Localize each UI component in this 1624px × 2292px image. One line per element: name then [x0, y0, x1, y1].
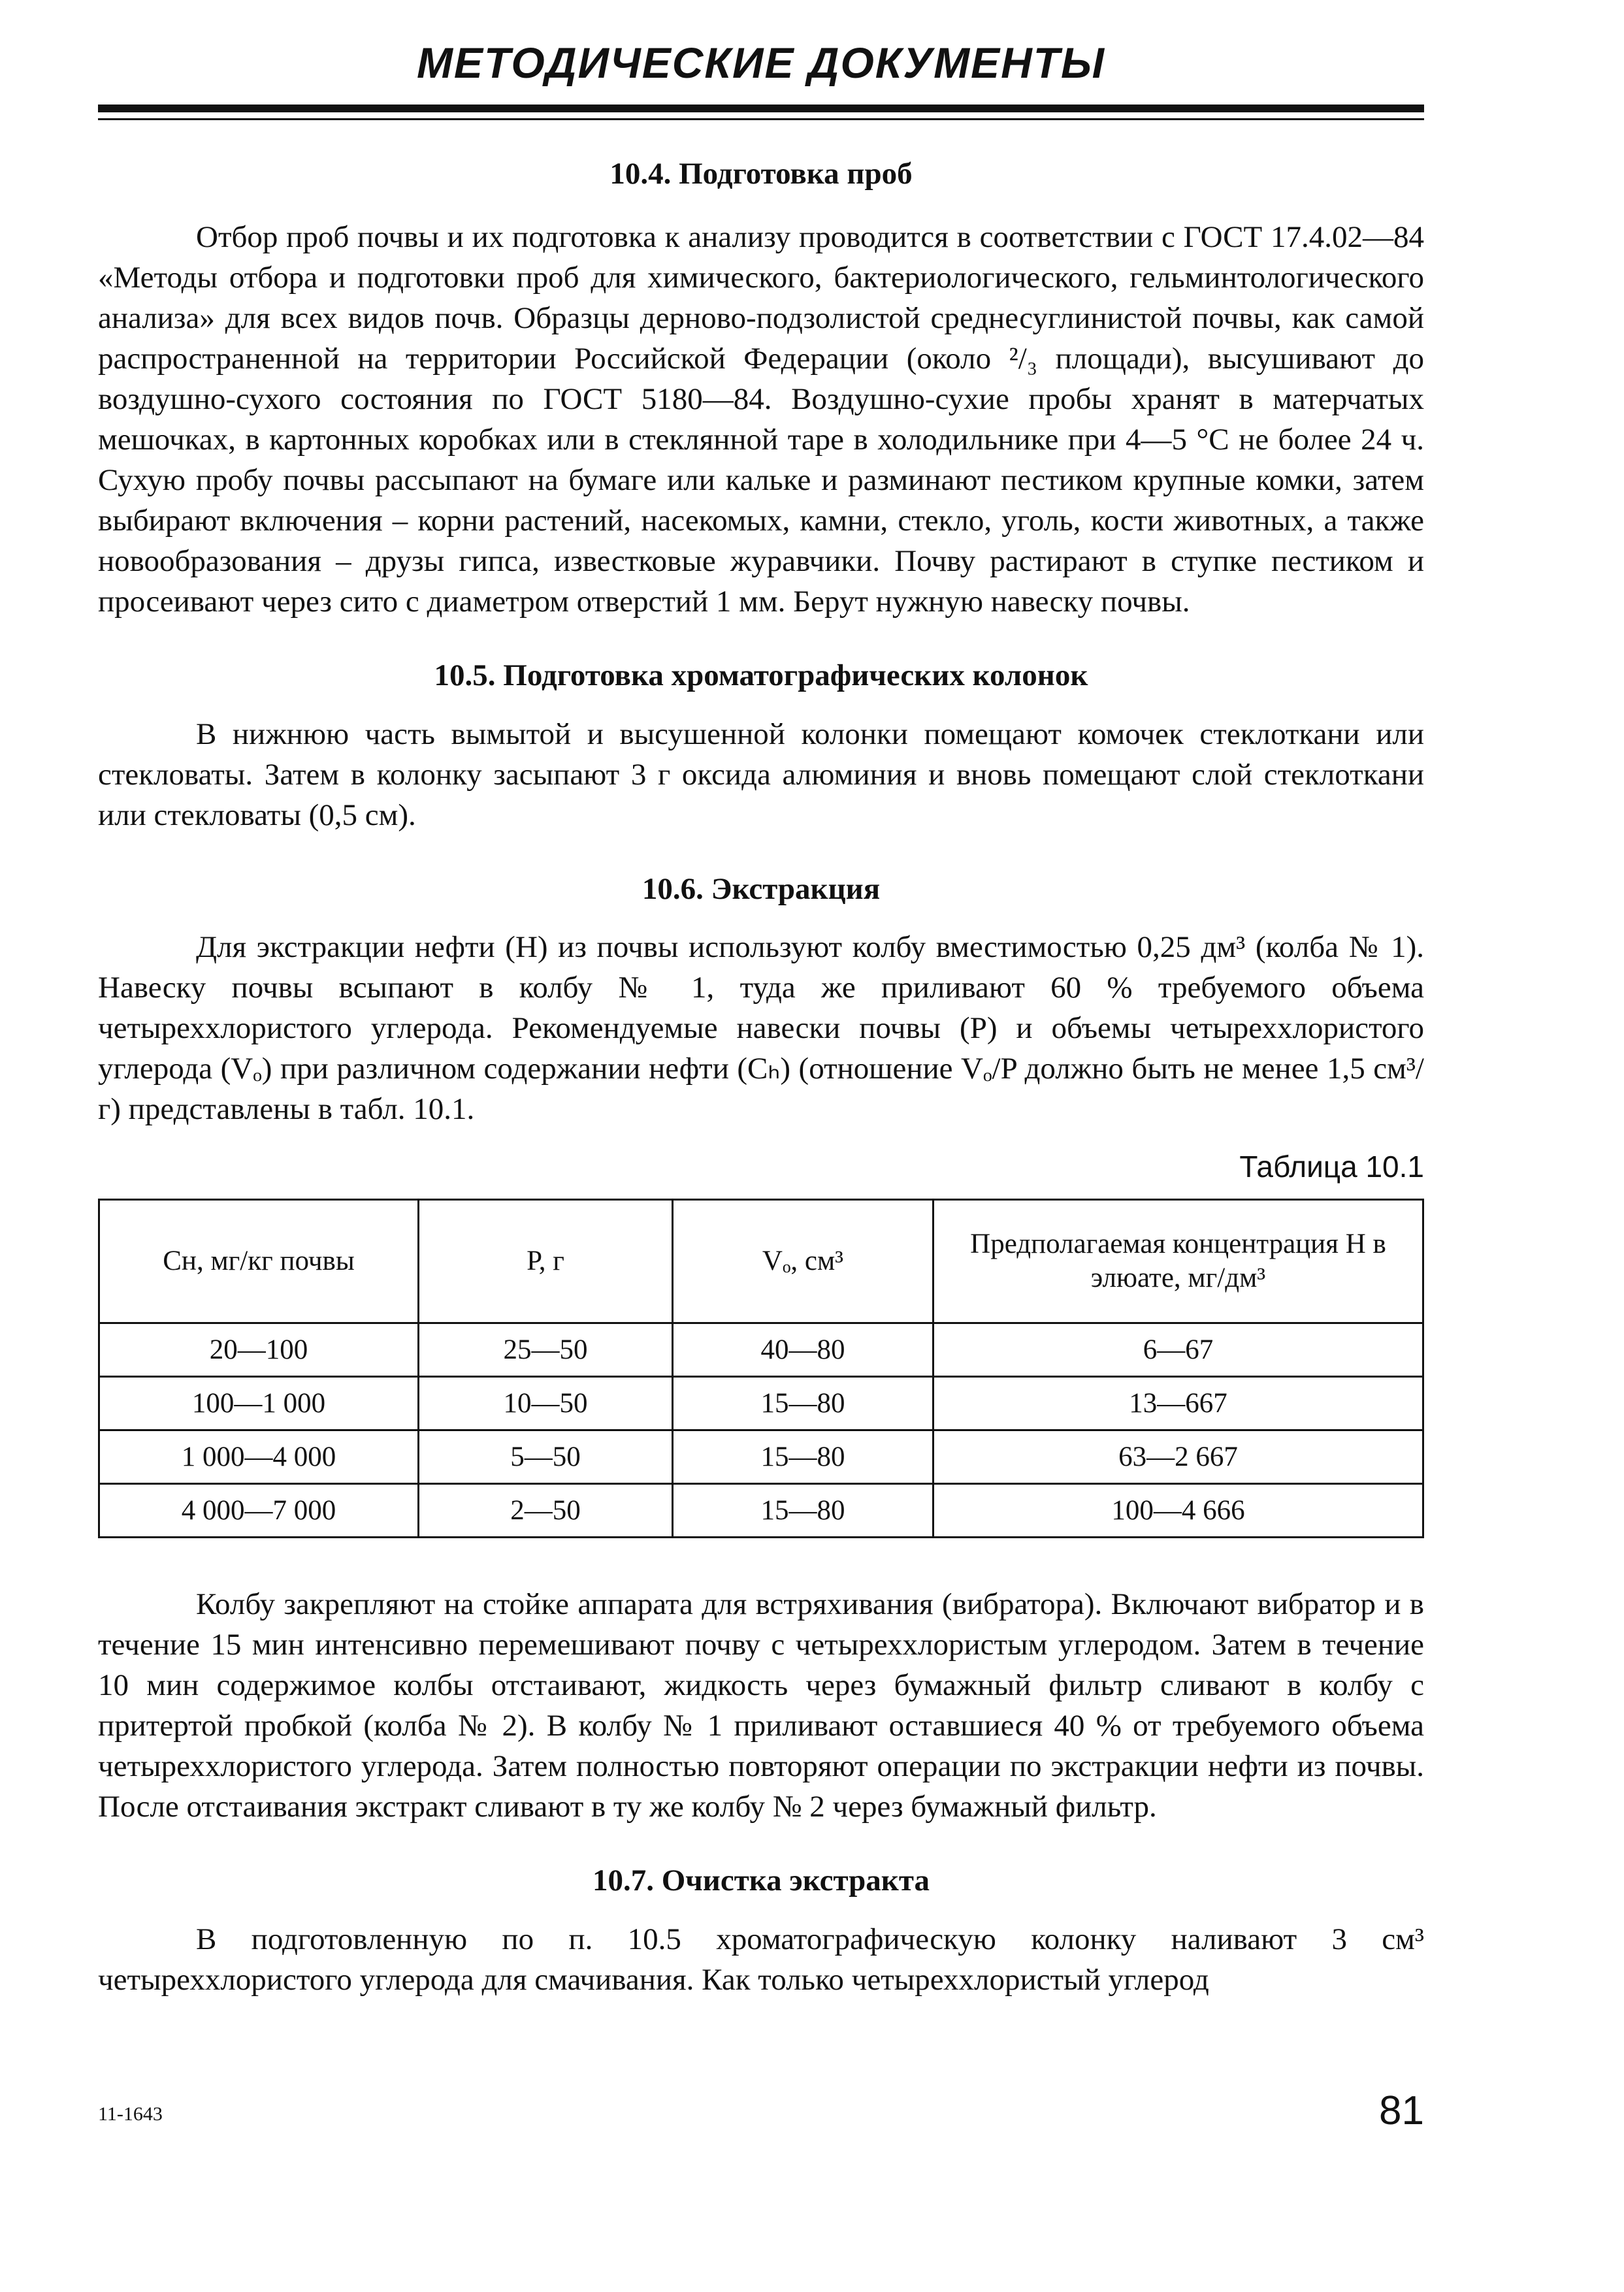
table-cell: 1 000—4 000	[99, 1430, 419, 1484]
page-number: 81	[1379, 2088, 1424, 2133]
table-cell: 6—67	[934, 1323, 1423, 1377]
table-header-cell: Р, г	[419, 1200, 673, 1323]
running-header: МЕТОДИЧЕСКИЕ ДОКУМЕНТЫ	[416, 39, 1106, 87]
table-cell: 100—1 000	[99, 1377, 419, 1430]
section-paragraph-10-7: В подготовленную по п. 10.5 хроматографическую колонку наливают 3 см³ четыреххлористого углерода для смачивания. Как только четыреххлористый углерод	[98, 1922, 1424, 1997]
section-paragraph-10-4: Отбор проб почвы и их подготовка к анализу проводится в соответствии с ГОСТ 17.4.02—84 «Методы отбора и подготовки проб для химического, бактериологического, гельминтологического анализа» для всех видов почв. Образцы дерново-подзолистой среднесуглинистой почвы, как самой распространенной на территории Российской Федерации (около ²/₃ площади), высушивают до воздушно-сухого состояния по ГОСТ 5180—84. Воздушно-сухие пробы хранят в матерчатых мешочках, в картонных коробках или в стеклянной таре в холодильнике при 4—5 °С не более 24 ч. Сухую пробу почвы рассыпают на бумаге или кальке и разминают пестиком крупные комки, затем выбирают включения – корни растений, насекомых, камни, стекло, уголь, кости животных, а также новообразования – друзы гипса, известковые журавчики. Почву растирают в ступке пестиком и просеивают через сито с диаметром отверстий 1 мм. Берут нужную навеску почвы.	[98, 220, 1424, 619]
section-heading-10-6: 10.6. Экстракция	[641, 871, 881, 906]
table-header-cell: Vₒ, см³	[673, 1200, 934, 1323]
section-paragraph-10-5: В нижнюю часть вымытой и высушенной колонки помещают комочек стеклоткани или стекловаты. Затем в колонку засыпают 3 г оксида алюминия и вновь помещают слой стеклоткани или стекловаты (0,5 см).	[98, 717, 1424, 832]
table-cell: 13—667	[934, 1377, 1423, 1430]
table-row	[99, 1323, 1423, 1377]
table-cell: 2—50	[419, 1484, 673, 1538]
document-page	[98, 0, 1424, 2292]
table-cell: 100—4 666	[934, 1484, 1423, 1538]
table-cell: 20—100	[99, 1323, 419, 1377]
section-paragraph-10-6: Для экстракции нефти (Н) из почвы используют колбу вместимостью 0,25 дм³ (колба № 1). Навеску почвы всыпают в колбу № 1, туда же приливают 60 % требуемого объема четыреххлористого углерода. Рекомендуемые навески почвы (Р) и объемы четыреххлористого углерода (Vₒ) при различном содержании нефти (Cₕ) (отношение Vₒ/P должно быть не менее 1,5 см³/г) представлены в табл. 10.1.	[98, 930, 1424, 1127]
table-cell: 63—2 667	[934, 1430, 1423, 1484]
data-table	[98, 1199, 1424, 1538]
table-row	[99, 1430, 1423, 1484]
table-row	[99, 1484, 1423, 1538]
table-cell: 15—80	[673, 1430, 934, 1484]
table-cell: 40—80	[673, 1323, 934, 1377]
paragraph-after-table: Колбу закрепляют на стойке аппарата для встряхивания (вибратора). Включают вибратор и в течение 15 мин интенсивно перемешивают почву с четыреххлористым углеродом. Затем в течение 10 мин содержимое колбы отстаивают, жидкость через бумажный фильтр сливают в колбу с притертой пробкой (колба № 2). В колбу № 1 приливают оставшиеся 40 % от требуемого объема четыреххлористого углерода. Затем полностью повторяют операции по экстракции нефти из почвы. После отстаивания экстракт сливают в ту же колбу № 2 через бумажный фильтр.	[98, 1587, 1424, 1824]
header-rule-thick	[98, 105, 1424, 112]
section-heading-10-5: 10.5. Подготовка хроматографических колонок	[434, 658, 1088, 693]
table-cell: 15—80	[673, 1484, 934, 1538]
section-heading-10-4: 10.4. Подготовка проб	[609, 157, 913, 191]
table-row	[99, 1377, 1423, 1430]
table-header-row	[99, 1200, 1423, 1323]
table-cell: 4 000—7 000	[99, 1484, 419, 1538]
table-wrapper	[98, 1199, 1424, 1538]
table-cell: 15—80	[673, 1377, 934, 1430]
table-cell: 25—50	[419, 1323, 673, 1377]
table-caption: Таблица 10.1	[1239, 1150, 1424, 1184]
table-header-cell: Предполагаемая концентрация Н в элюате, мг/дм³	[934, 1200, 1423, 1323]
table-header-cell: Cн, мг/кг почвы	[99, 1200, 419, 1323]
footer-code: 11-1643	[98, 2103, 163, 2125]
section-heading-10-7: 10.7. Очистка экстракта	[592, 1864, 930, 1898]
table-cell: 5—50	[419, 1430, 673, 1484]
page-content	[98, 155, 1424, 2000]
table-cell: 10—50	[419, 1377, 673, 1430]
header-rule-thin	[98, 118, 1424, 120]
